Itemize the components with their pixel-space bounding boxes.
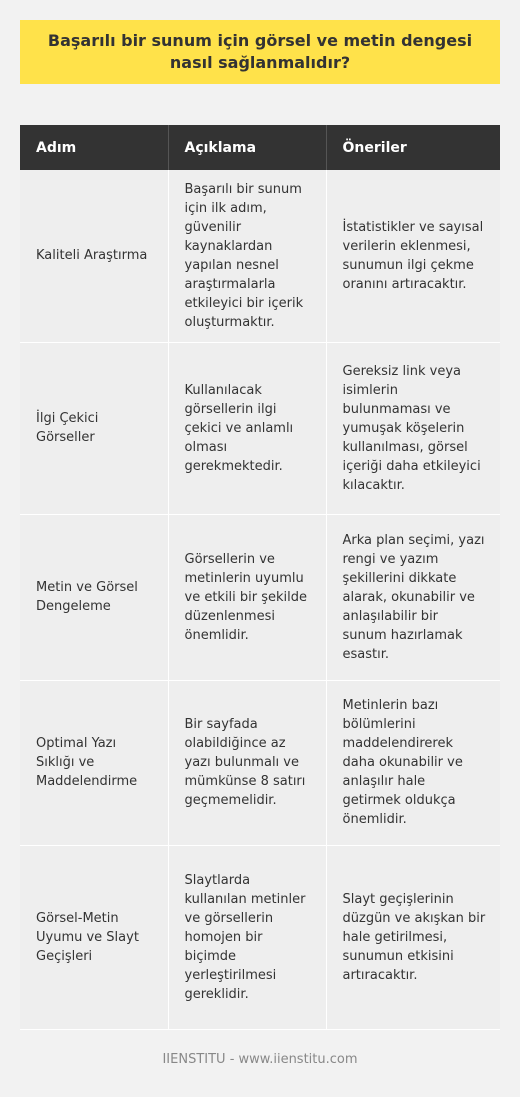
table-row xyxy=(20,680,500,845)
cell-suggestion: Gereksiz link veya isimlerin bulunmaması ve yumuşak köşelerin kullanılması, görsel içeriği daha etkileyici kılacaktır. xyxy=(326,342,500,514)
cell-suggestion: İstatistikler ve sayısal verilerin eklenmesi, sunumun ilgi çekme oranını artıracaktır. xyxy=(326,170,500,342)
steps-table xyxy=(20,125,500,1030)
header-suggestions: Öneriler xyxy=(326,125,500,170)
cell-suggestion: Slayt geçişlerinin düzgün ve akışkan bir hale getirilmesi, sunumun etkisini artıracaktır. xyxy=(326,845,500,1029)
page-title: Başarılı bir sunum için görsel ve metin dengesi nasıl sağlanmalıdır? xyxy=(47,31,473,72)
cell-step: Görsel-Metin Uyumu ve Slayt Geçişleri xyxy=(20,845,168,1029)
title-banner xyxy=(20,20,500,84)
footer-credit: IIENSTITU - www.iienstitu.com xyxy=(162,1052,358,1067)
table-header-row xyxy=(20,125,500,170)
header-description: Açıklama xyxy=(168,125,326,170)
table-row xyxy=(20,170,500,342)
cell-step: İlgi Çekici Görseller xyxy=(20,342,168,514)
table-row xyxy=(20,514,500,680)
cell-description: Başarılı bir sunum için ilk adım, güvenilir kaynaklardan yapılan nesnel araştırmalarla etkileyici bir içerik oluşturmaktır. xyxy=(168,170,326,342)
table-row xyxy=(20,845,500,1029)
cell-description: Kullanılacak görsellerin ilgi çekici ve anlamlı olması gerekmektedir. xyxy=(168,342,326,514)
cell-suggestion: Arka plan seçimi, yazı rengi ve yazım şekillerini dikkate alarak, okunabilir ve anlaşılabilir bir sunum hazırlamak esastır. xyxy=(326,514,500,680)
cell-step: Kaliteli Araştırma xyxy=(20,170,168,342)
cell-step: Metin ve Görsel Dengeleme xyxy=(20,514,168,680)
cell-description: Görsellerin ve metinlerin uyumlu ve etkili bir şekilde düzenlenmesi önemlidir. xyxy=(168,514,326,680)
cell-step: Optimal Yazı Sıklığı ve Maddelendirme xyxy=(20,680,168,845)
cell-description: Slaytlarda kullanılan metinler ve görsellerin homojen bir biçimde yerleştirilmesi gereklidir. xyxy=(168,845,326,1029)
header-step: Adım xyxy=(20,125,168,170)
table-row xyxy=(20,342,500,514)
cell-description: Bir sayfada olabildiğince az yazı bulunmalı ve mümkünse 8 satırı geçmemelidir. xyxy=(168,680,326,845)
cell-suggestion: Metinlerin bazı bölümlerini maddelendirerek daha okunabilir ve anlaşılır hale getirmek oldukça önemlidir. xyxy=(326,680,500,845)
